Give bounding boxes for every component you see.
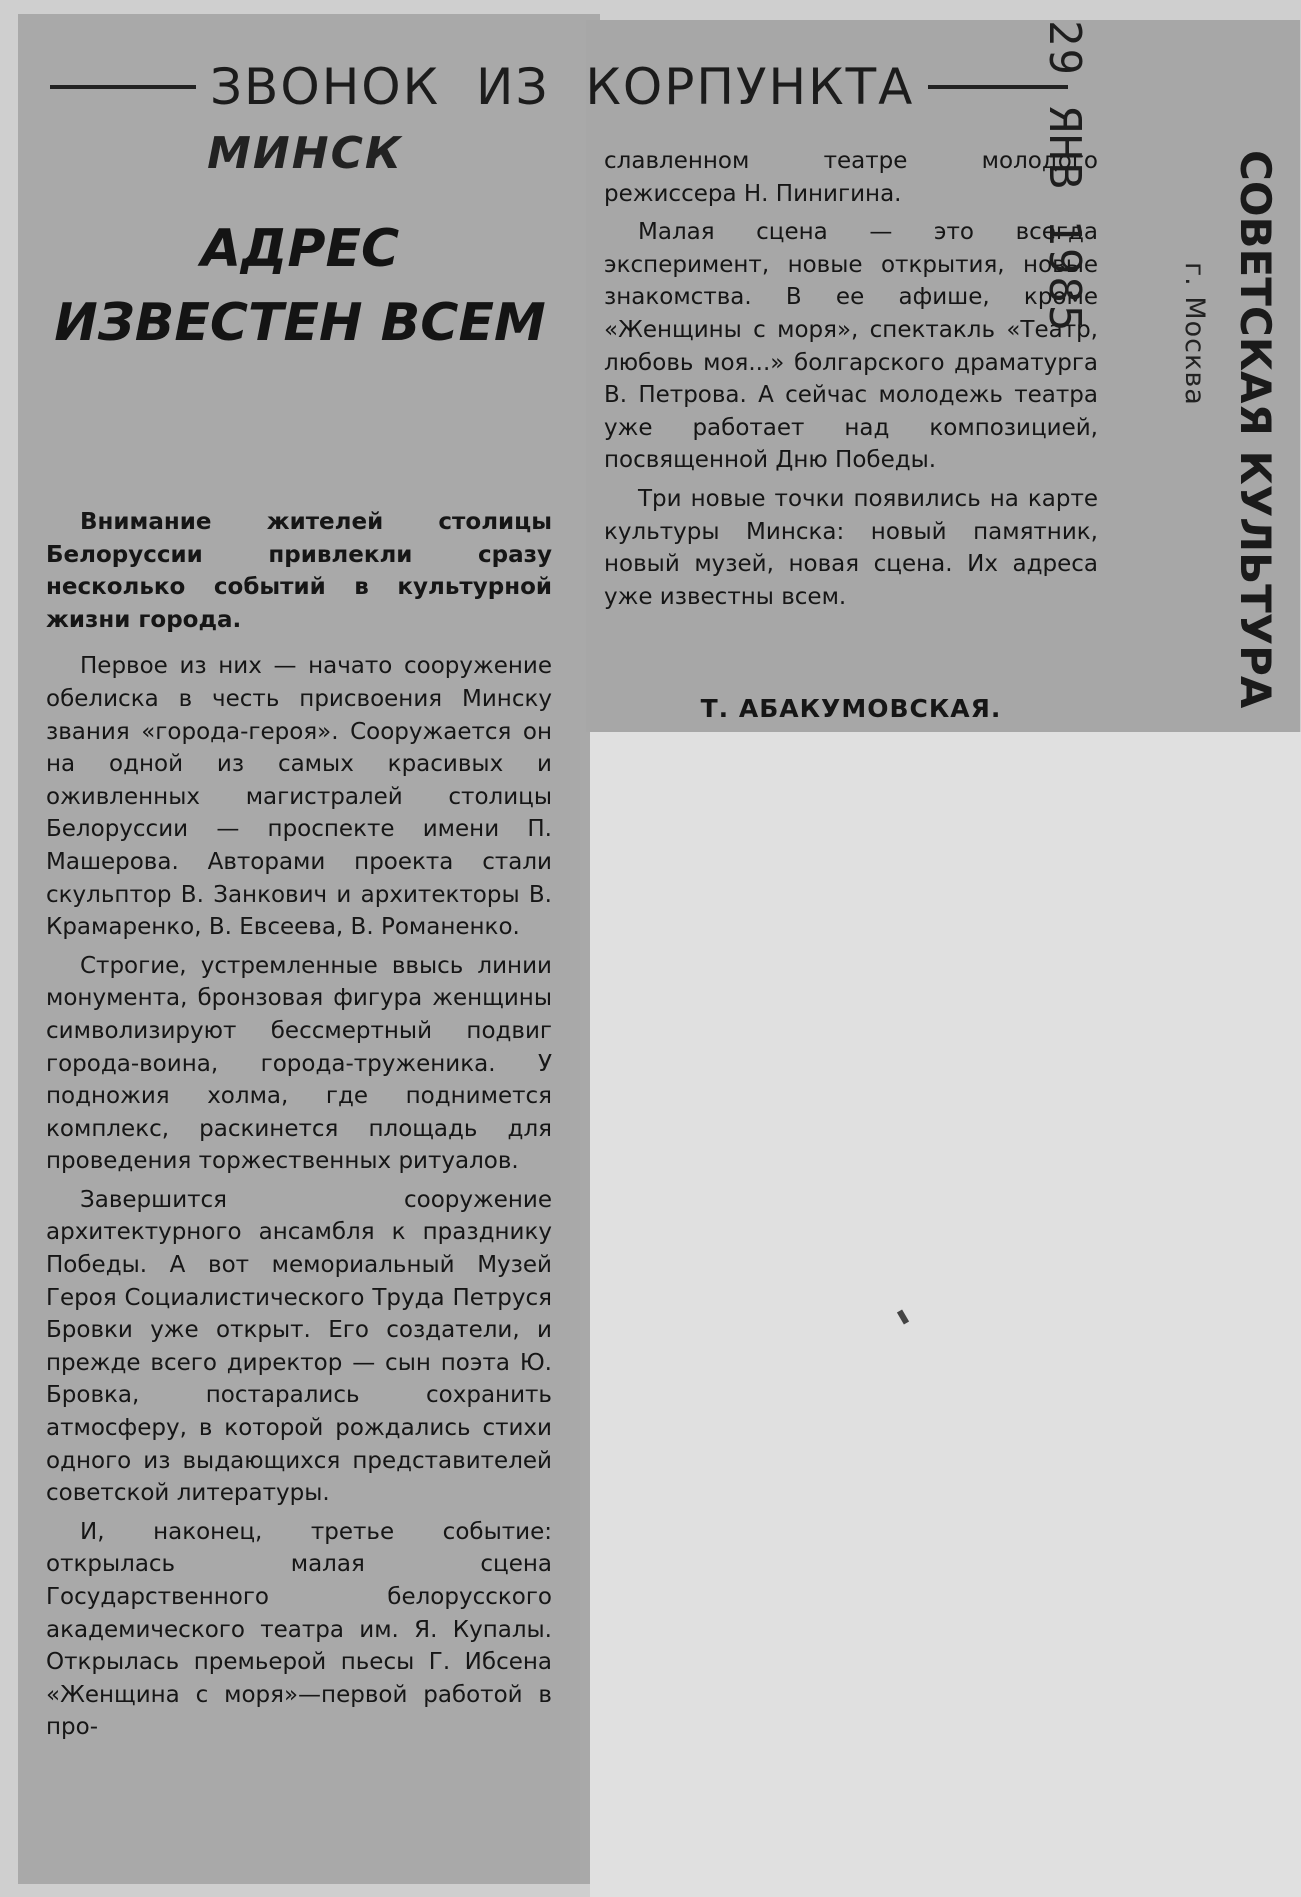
rubric-header	[50, 52, 1100, 122]
article-column-right	[604, 145, 1098, 619]
article-paragraph-2: Строгие, устремленные ввысь линии монумента, бронзовая фигура женщины символизируют бессмертный подвиг города-воина, города-труженика. У подножия холма, где поднимется комплекс, раскинется площадь для проведения торжественных ритуалов.	[46, 952, 552, 1175]
article-paragraph-3: Завершится сооружение архитектурного ансамбля к празднику Победы. А вот мемориальный Музей Героя Социалистического Труда Петруся Бровки уже открыт. Его создатели, и прежде всего директор — сын поэта Ю. Бровка, постарались сохранить атмосферу, в которой рождались стихи одного из выдающихся представителей советской литературы.	[46, 1186, 552, 1507]
article-column-left	[46, 506, 552, 1750]
dateline-city: МИНСК	[207, 128, 403, 179]
author-signature: Т. АБАКУМОВСКАЯ.	[700, 694, 1002, 723]
rubric-title: ЗВОНОК ИЗ КОРПУНКТА	[210, 58, 915, 116]
headline-line-2: ИЗВЕСТЕН ВСЕМ	[54, 293, 546, 353]
newspaper-stamp: СОВЕТСКАЯ КУЛЬТУРА	[1231, 150, 1280, 709]
article-paragraph-6: Три новые точки появились на карте культуры Минска: новый памятник, новый музей, новая сцена. Их адреса уже известны всем.	[604, 485, 1098, 610]
article-paragraph-1: Первое из них — начато сооружение обелиска в честь присвоения Минску звания «города-героя». Сооружается он на одной из самых красивых и оживленных магистралей столицы Белоруссии — проспекте имени П. Машерова. Авторами проекта стали скульптор В. Занкович и архитекторы В. Крамаренко, В. Евсеева, В. Романенко.	[46, 653, 552, 941]
newspaper-city-stamp: г. Москва	[1179, 262, 1210, 406]
article-headline	[50, 212, 550, 360]
date-stamp: 29 ЯНВ 1985	[1039, 20, 1090, 334]
article-paragraph-4: И, наконец, третье событие: открылась малая сцена Государственного белорусского академического театра им. Я. Купалы. Открылась премьерой пьесы Г. Ибсена «Женщина с моря»—первой работой в про-	[46, 1518, 552, 1741]
blank-paper-area	[590, 732, 1301, 1897]
article-paragraph-5: Малая сцена — это всегда эксперимент, новые открытия, новые знакомства. В ее афише, кроме «Женщины с моря», спектакль «Театр, любовь моя...» болгарского драматурга В. Петрова. А сейчас молодежь театра уже работает над композицией, посвященной Дню Победы.	[604, 219, 1098, 474]
headline-line-1: АДРЕС	[200, 219, 400, 279]
rubric-rule-left	[50, 85, 196, 89]
article-lead: Внимание жителей столицы Белоруссии привлекли сразу несколько событий в культурной жизни города.	[46, 509, 552, 633]
article-continuation: славленном театре молодого режиссера Н. Пинигина.	[604, 148, 1098, 207]
